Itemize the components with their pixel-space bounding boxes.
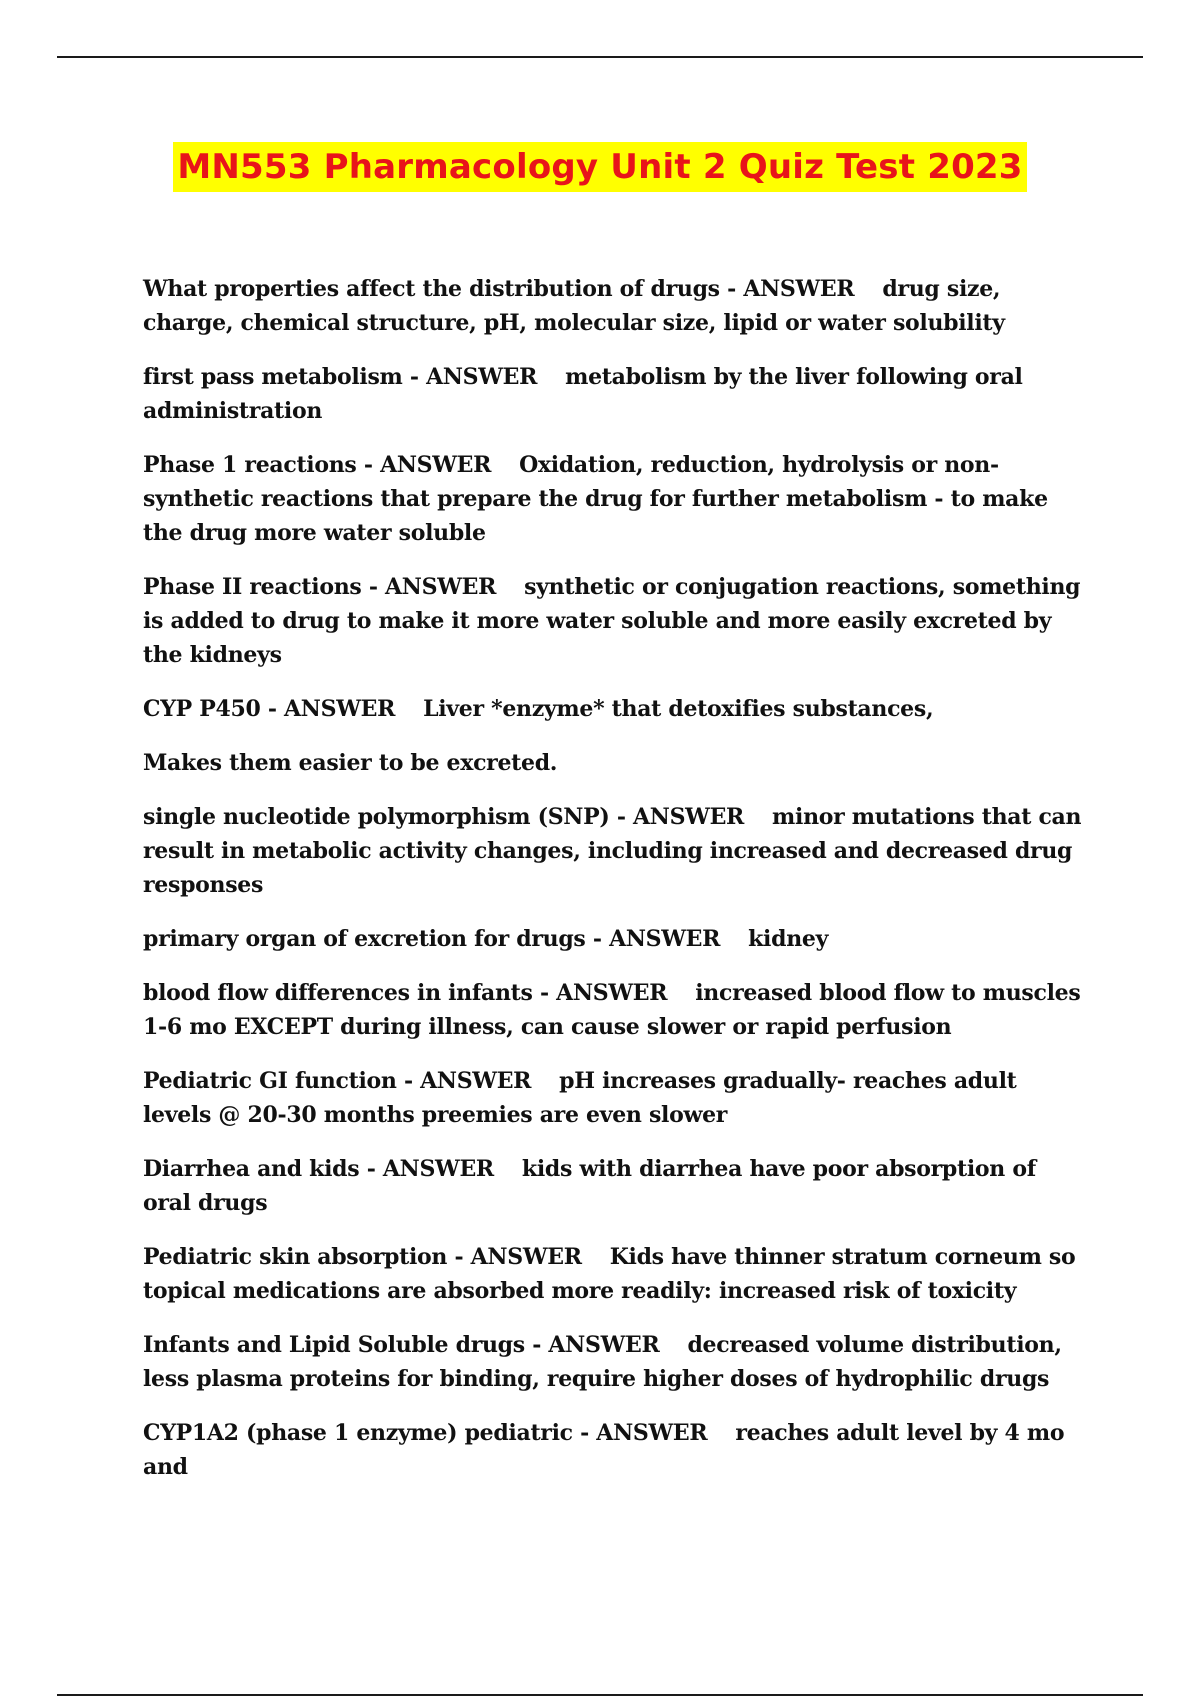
qa-entry (143, 448, 1083, 550)
qa-term: primary organ of excretion for drugs - ANSWER (143, 926, 721, 952)
qa-answer: kids with diarrhea have poor absorption of oral drugs (143, 1156, 1044, 1216)
top-rule (57, 56, 1143, 58)
qa-answer: kidney (748, 926, 829, 952)
qa-term: Pediatric skin absorption - ANSWER (143, 1244, 582, 1270)
qa-term: CYP P450 - ANSWER (143, 696, 396, 722)
qa-answer: metabolism by the liver following oral administration (143, 364, 1030, 424)
qa-term: first pass metabolism - ANSWER (143, 364, 538, 390)
qa-term: CYP1A2 (phase 1 enzyme) pediatric - ANSWER (143, 1420, 708, 1446)
document-title: MN553 Pharmacology Unit 2 Quiz Test 2023 (173, 142, 1026, 192)
qa-entry (143, 570, 1088, 672)
qa-term: What properties affect the distribution of drugs - ANSWER (143, 276, 855, 302)
bottom-rule (57, 1694, 1143, 1696)
qa-term: Infants and Lipid Soluble drugs - ANSWER (143, 1332, 660, 1358)
qa-term: single nucleotide polymorphism (SNP) - ANSWER (143, 804, 745, 830)
qa-entry (143, 1416, 1083, 1484)
qa-entry (143, 272, 1083, 340)
title-container (0, 142, 1200, 192)
qa-term: Phase 1 reactions - ANSWER (143, 452, 492, 478)
qa-answer: minor mutations that can result in metabolic activity changes, including increased and decreased drug responses (143, 804, 1089, 898)
qa-term: blood flow differences in infants - ANSWER (143, 980, 668, 1006)
qa-entry (143, 1152, 1083, 1220)
qa-entry (143, 976, 1088, 1044)
qa-entry (143, 922, 1083, 956)
qa-entry (143, 1240, 1083, 1308)
qa-term: Pediatric GI function - ANSWER (143, 1068, 532, 1094)
qa-answer: synthetic or conjugation reactions, something is added to drug to make it more water soluble and more easily excreted by the kidneys (143, 574, 1088, 668)
qa-answer: increased blood flow to muscles 1-6 mo EXCEPT during illness, can cause slower or rapid perfusion (143, 980, 1088, 1040)
qa-entry (143, 360, 1083, 428)
qa-answer: Liver *enzyme* that detoxifies substances, (423, 696, 934, 722)
qa-entry (143, 692, 1083, 726)
qa-answer: Kids have thinner stratum corneum so topical medications are absorbed more readily: increased risk of toxicity (143, 1244, 1083, 1304)
qa-answer: Makes them easier to be excreted. (143, 750, 558, 776)
qa-answer: reaches adult level by 4 mo and (143, 1420, 1072, 1480)
qa-answer: Oxidation, reduction, hydrolysis or non-synthetic reactions that prepare the drug for further metabolism - to make the drug more water soluble (143, 452, 1056, 546)
qa-entry (143, 1328, 1083, 1396)
qa-entry (143, 1064, 1083, 1132)
qa-answer: pH increases gradually- reaches adult levels @ 20-30 months preemies are even slower (143, 1068, 1024, 1128)
qa-answer: drug size, charge, chemical structure, pH, molecular size, lipid or water solubility (143, 276, 1008, 336)
qa-continuation (143, 746, 1083, 780)
qa-answer: decreased volume distribution, less plasma proteins for binding, require higher doses of hydrophilic drugs (143, 1332, 1070, 1392)
qa-list (143, 272, 1089, 1504)
qa-term: Diarrhea and kids - ANSWER (143, 1156, 494, 1182)
qa-term: Phase II reactions - ANSWER (143, 574, 497, 600)
qa-entry (143, 800, 1089, 902)
